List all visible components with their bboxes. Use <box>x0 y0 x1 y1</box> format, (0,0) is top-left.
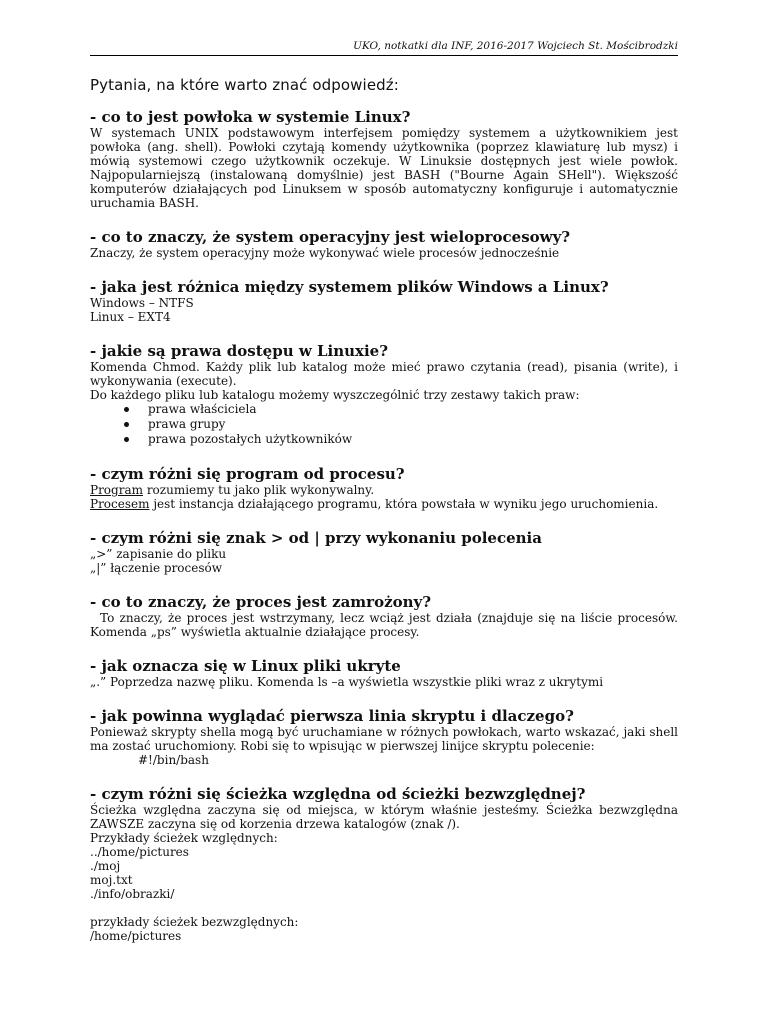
question-heading: - czym różni się program od procesu? <box>90 465 405 483</box>
question-heading: - co to znaczy, że proces jest zamrożony? <box>90 593 432 611</box>
definition-program: rozumiemy tu jako plik wykonywalny. <box>143 483 375 497</box>
list-item: prawa pozostałych użytkowników <box>124 432 678 447</box>
answer-text: Ponieważ skrypty shella mogą być uruchamiane w różnych powłokach, warto wskazać, jaki shell ma zostać uruchomiony. Robi się to wpisując w pierwszej linijce skryptu polecenie: <box>90 725 678 753</box>
answer-line: Linux – EXT4 <box>90 310 171 324</box>
path-example: ./moj <box>90 859 121 873</box>
answer-text: To znaczy, że proces jest wstrzymany, lecz wciąż jest działa (znajduje się na liście procesów. Komenda „ps” wyświetla aktualnie działające procesy. <box>90 611 678 639</box>
question-heading: - jak powinna wyglądać pierwsza linia skryptu i dlaczego? <box>90 707 574 725</box>
spacer <box>90 901 678 915</box>
permissions-list <box>90 402 678 447</box>
page-title: Pytania, na które warto znać odpowiedź: <box>90 76 399 94</box>
document-page <box>90 40 678 961</box>
code-line: #!/bin/bash <box>138 753 209 767</box>
section-multiprocess <box>90 228 678 260</box>
answer-text: W systemach UNIX podstawowym interfejsem pomiędzy systemem a użytkownikiem jest powłoka (ang. shell). Powłoki czytają komendy użytkownika (poprzez klawiaturę lub mysz) i mówią systemowi czego użytkownik oczekuje. W Linuksie dostępnych jest wiele powłok. Najpopularniejszą (instalowaną domyślnie) jest BASH ("Bourne Again SHell"). Większość komputerów działających pod Linuksem w sposób automatyczny konfiguruje i automatycznie uruchamia BASH. <box>90 126 678 210</box>
question-heading: - co to znaczy, że system operacyjny jest wieloprocesowy? <box>90 228 571 246</box>
section-program-vs-process <box>90 465 678 511</box>
path-example: ../home/pictures <box>90 845 189 859</box>
answer-text: Znaczy, że system operacyjny może wykonywać wiele procesów jednocześnie <box>90 246 560 260</box>
section-paths <box>90 785 678 943</box>
answer-text: Komenda Chmod. Każdy plik lub katalog może mieć prawo czytania (read), pisania (write), i wykonywania (execute). <box>90 360 678 388</box>
question-heading: - co to jest powłoka w systemie Linux? <box>90 108 411 126</box>
answer-text: Ścieżka względna zaczyna się od miejsca, w którym właśnie jesteśmy. Ścieżka bezwzględna ZAWSZE zaczyna się od korzenia drzewa katalogów (znak /). <box>90 803 678 831</box>
definition-process: jest instancja działającego programu, która powstała w wyniku jego uruchomienia. <box>149 497 659 511</box>
answer-line: „|” łączenie procesów <box>90 561 222 575</box>
section-permissions <box>90 342 678 447</box>
term-program: Program <box>90 483 143 497</box>
question-heading: - jak oznacza się w Linux pliki ukryte <box>90 657 401 675</box>
answer-text <box>90 483 678 497</box>
list-item: prawa właściciela <box>124 402 678 417</box>
examples-heading: Przykłady ścieżek względnych: <box>90 831 278 845</box>
section-frozen-process <box>90 593 678 639</box>
question-heading: - czym różni się ścieżka względna od ścieżki bezwzględnej? <box>90 785 586 803</box>
section-filesystems <box>90 278 678 324</box>
term-process: Procesem <box>90 497 150 511</box>
question-heading: - jaka jest różnica między systemem plików Windows a Linux? <box>90 278 609 296</box>
question-heading: - czym różni się znak > od | przy wykonaniu polecenia <box>90 529 542 547</box>
section-shell <box>90 108 678 210</box>
answer-text: „.” Poprzedza nazwę pliku. Komenda ls –a wyświetla wszystkie pliki wraz z ukrytymi <box>90 675 604 689</box>
path-example: ./info/obrazki/ <box>90 887 175 901</box>
page-header: UKO, notkatki dla INF, 2016-2017 Wojciech St. Mościbrodzki <box>90 40 678 56</box>
answer-text <box>90 497 678 511</box>
path-example: moj.txt <box>90 873 133 887</box>
section-redirect-vs-pipe <box>90 529 678 575</box>
path-example: /home/pictures <box>90 929 182 943</box>
answer-text: Do każdego pliku lub katalogu możemy wyszczególnić trzy zestawy takich praw: <box>90 388 580 402</box>
section-shebang <box>90 707 678 767</box>
answer-line: „>” zapisanie do pliku <box>90 547 227 561</box>
question-heading: - jakie są prawa dostępu w Linuxie? <box>90 342 388 360</box>
answer-line: Windows – NTFS <box>90 296 194 310</box>
section-hidden-files <box>90 657 678 689</box>
list-item: prawa grupy <box>124 417 678 432</box>
examples-heading: przykłady ścieżek bezwzględnych: <box>90 915 299 929</box>
